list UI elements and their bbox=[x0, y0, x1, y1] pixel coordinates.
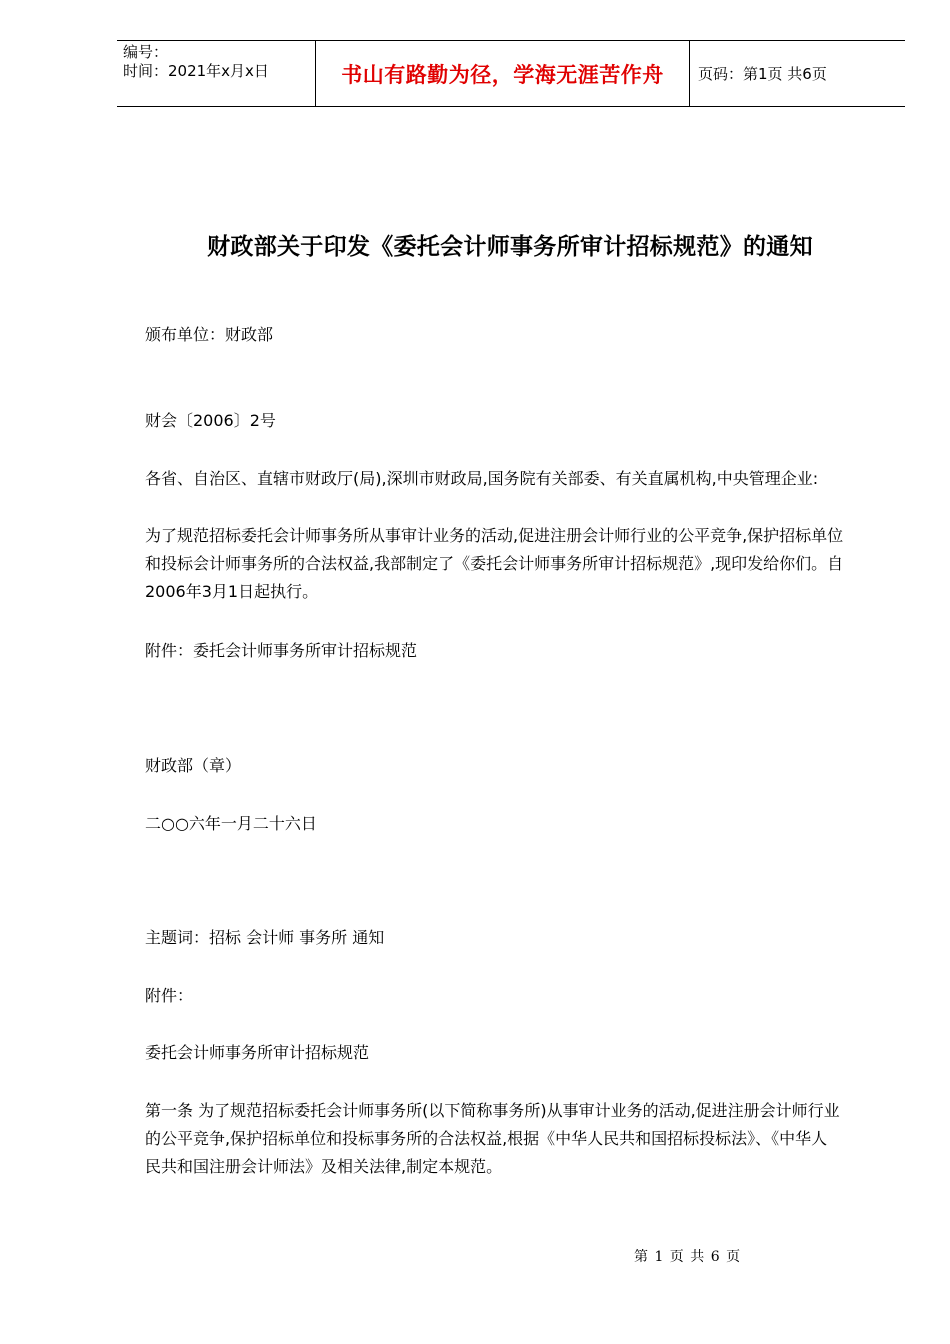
document-title: 财政部关于印发《委托会计师事务所审计招标规范》的通知 bbox=[207, 234, 813, 260]
body-line: 为了规范招标委托会计师事务所从事审计业务的活动,促进注册会计师行业的公平竞争,保护招标单位 bbox=[145, 526, 844, 545]
recipients-line: 各省、自治区、直辖市财政厅(局),深圳市财政局,国务院有关部委、有关直属机构,中央管理企业: bbox=[145, 469, 819, 488]
article-line: 的公平竞争,保护招标单位和投标事务所的合法权益,根据《中华人民共和国招标投标法》、《中华人 bbox=[145, 1129, 828, 1148]
page-footer: 第 1 页 共 6 页 bbox=[634, 1249, 742, 1265]
article-line: 第一条 为了规范招标委托会计师事务所(以下简称事务所)从事审计业务的活动,促进注册会计师行业 bbox=[145, 1101, 840, 1120]
attachment-label: 附件： bbox=[145, 986, 194, 1005]
document-number: 财会〔2006〕2号 bbox=[145, 411, 276, 430]
attachment-line: 附件：委托会计师事务所审计招标规范 bbox=[145, 641, 418, 660]
article-1 bbox=[145, 1097, 880, 1181]
body-line: 和投标会计师事务所的合法权益,我部制定了《委托会计师事务所审计招标规范》,现印发给你们。自 bbox=[145, 554, 844, 573]
header-page-info: 页码：第1页 共6页 bbox=[698, 65, 827, 83]
time-label: 时间：2021年x月x日 bbox=[123, 62, 269, 80]
header-meta bbox=[117, 41, 316, 106]
signature-line: 财政部（章） bbox=[145, 756, 242, 775]
body-paragraph bbox=[145, 522, 880, 606]
header-motto: 书山有路勤为径，学海无涯苦作舟 bbox=[316, 41, 690, 106]
attachment-title: 委托会计师事务所审计招标规范 bbox=[145, 1043, 370, 1062]
date-line: 二○○六年一月二十六日 bbox=[145, 814, 317, 833]
article-line: 民共和国注册会计师法》及相关法律,制定本规范。 bbox=[145, 1157, 503, 1176]
issuer-line: 颁布单位：财政部 bbox=[145, 325, 274, 344]
keywords-line: 主题词：招标 会计师 事务所 通知 bbox=[145, 928, 385, 947]
serial-label: 编号： bbox=[123, 43, 169, 61]
body-line: 2006年3月1日起执行。 bbox=[145, 582, 319, 601]
document-header bbox=[117, 40, 905, 107]
